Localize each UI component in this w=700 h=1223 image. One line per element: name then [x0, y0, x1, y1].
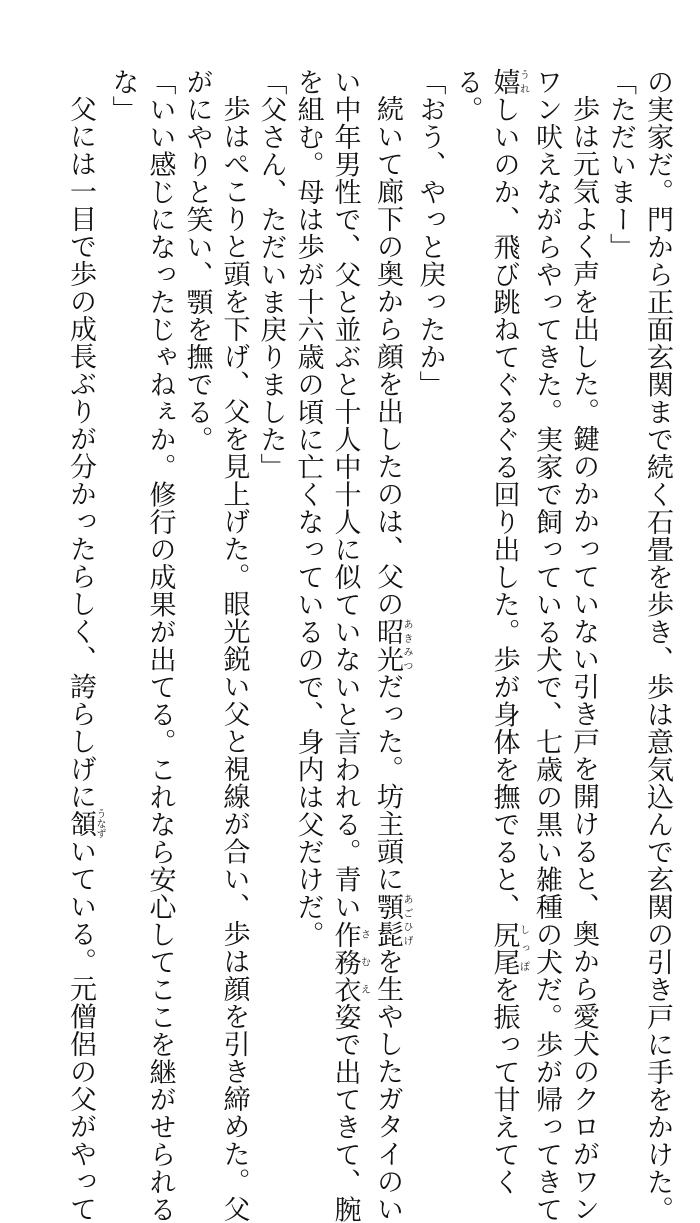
- text-line: 父には一目で歩の成長ぶりが分かったらしく、誇らしげに頷うなずいている。元僧侶の父がやって: [65, 95, 105, 1223]
- vertical-body-text: [24, 68, 676, 1223]
- furigana-reading: しっぽ: [517, 920, 529, 976]
- text-line: 歩はぺこりと頭を下げ、父を見上げた。眼光鋭い父と視線が合い、歩は顔を引き締めた。父: [218, 95, 250, 1223]
- text-line: 続いて廊下の奥から顔を出したのは、父の昭光あきみつだった。坊主頭に顎髭あごひげを生やしたガタイのい: [372, 95, 412, 1223]
- furigana-reading: うなず: [94, 808, 105, 839]
- text-line: の実家だ。門から正面玄関まで続く石畳を歩き、歩は意気込んで玄関の引き戸に手をかけた。: [642, 68, 673, 1223]
- text-line: る。: [451, 68, 483, 123]
- furigana-ruby: 作務衣さむえ: [329, 920, 370, 1003]
- furigana-reading: あごひげ: [401, 892, 412, 948]
- dialogue-line: な」: [107, 68, 139, 123]
- dialogue-line: 「おう、やっと戻ったか」: [414, 68, 446, 398]
- furigana-ruby: 嬉うれ: [488, 68, 529, 96]
- text-line: 歩は元気よく声を出した。鍵のかかっていない引き戸を開けると、奥から愛犬のクロがワン: [568, 95, 599, 1223]
- text-line: い中年男性で、父と並ぶと十人中十人に似ていないと言われる。青い作務衣さむえ姿で出てきて、腕: [329, 68, 370, 1223]
- dialogue-line: 「いい感じになったじゃねぇか。修行の成果が出てる。これなら安心してここを継がせられる: [144, 68, 176, 1223]
- furigana-ruby: 尻尾しっぽ: [488, 920, 529, 976]
- text-line: 嬉うれしいのか、飛び跳ねてぐるぐる回り出した。歩が身体を撫でると、尻尾しっぽを振って甘えてく: [488, 68, 529, 1196]
- dialogue-line: 「ただいまー」: [605, 68, 636, 261]
- furigana-reading: うれ: [517, 68, 529, 96]
- furigana-ruby: 顎髭あごひげ: [372, 892, 412, 948]
- text-line: を組む。母は歩が十六歳の頃に亡くなっているので、身内は父だけだ。: [292, 68, 324, 948]
- dialogue-line: 「父さん、ただいま戻りました」: [255, 68, 287, 481]
- furigana-reading: さむえ: [358, 920, 370, 1003]
- furigana-ruby: 頷うなず: [65, 808, 105, 839]
- furigana-ruby: 昭光あきみつ: [372, 617, 412, 673]
- text-line: ワン吠えながらやってきた。実家で飼っている犬で、七歳の黒い雑種の犬だ。歩が帰ってきて: [531, 68, 562, 1223]
- text-line: がにやりと笑い、顎を撫でる。: [181, 68, 213, 453]
- furigana-reading: あきみつ: [401, 617, 412, 673]
